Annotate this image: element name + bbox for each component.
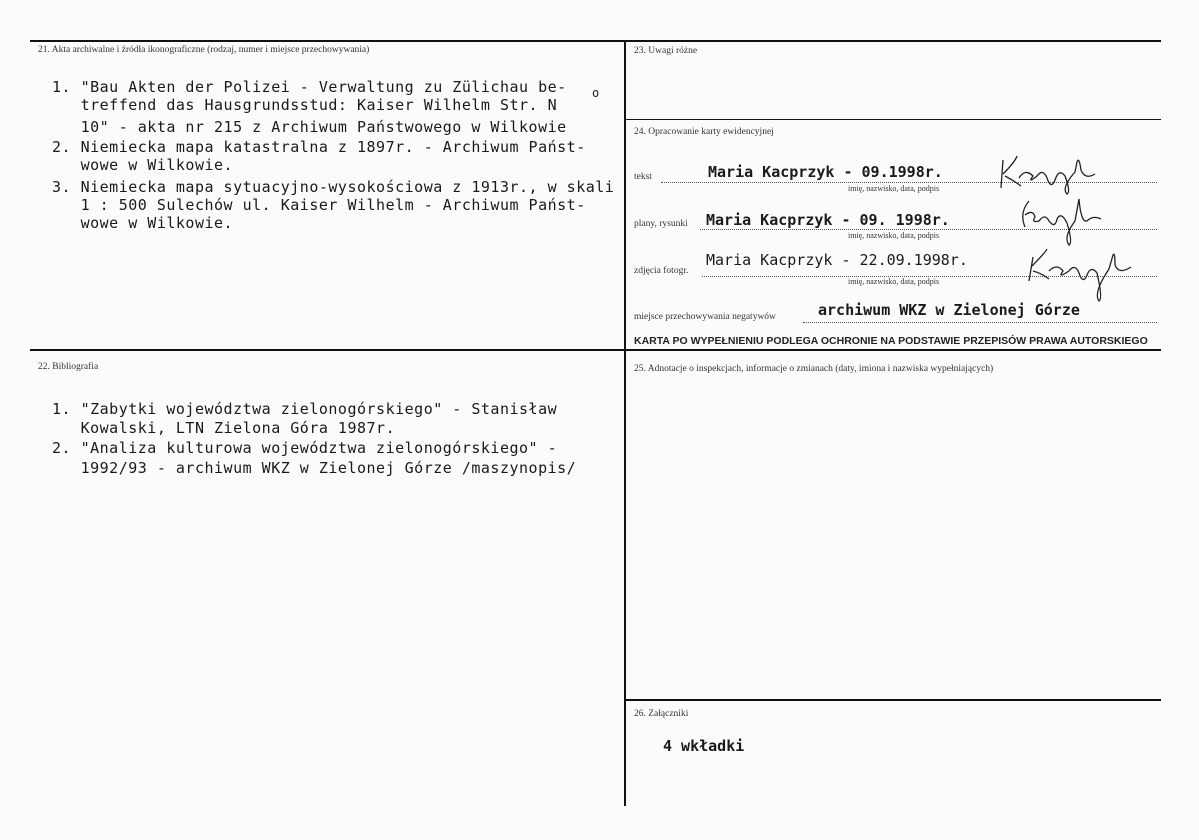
row-caption-zdjecia: imię, nazwisko, data, podpis (848, 277, 940, 286)
signature-zdjecia (1025, 243, 1140, 303)
vertical-divider (624, 40, 626, 806)
signature-tekst (995, 150, 1105, 195)
row-value-zdjecia: Maria Kacprzyk - 22.09.1998r. (706, 251, 968, 269)
section-21-superscript: o (592, 86, 600, 100)
section-22-heading: 22. Bibliografia (38, 362, 99, 372)
top-rule-right (625, 40, 1161, 42)
rule-23-24 (625, 119, 1161, 120)
section-26-value: 4 wkładki (663, 737, 745, 755)
row-value-plany: Maria Kacprzyk - 09. 1998r. (706, 211, 950, 229)
section-21-line: 2. Niemiecka mapa katastralna z 1897r. - Archiwum Państ- (52, 138, 586, 156)
section-22-line: 2. "Analiza kulturowa województwa zielonogórskiego" - (52, 439, 558, 457)
section-22-line: 1992/93 - archiwum WKZ w Zielonej Górze /maszynopis/ (52, 459, 577, 477)
section-21-line: wowe w Wilkowie. (52, 214, 234, 232)
negatives-label: miejsce przechowywania negatywów (634, 312, 776, 322)
row-value-tekst: Maria Kacprzyk - 09.1998r. (708, 163, 943, 181)
section-26-heading: 26. Załączniki (634, 709, 689, 719)
row-caption-plany: imię, nazwisko, data, podpis (848, 231, 940, 240)
section-21-line: 1. "Bau Akten der Polizei - Verwaltung zu Zülichau be- (52, 78, 567, 96)
section-23-heading: 23. Uwagi różne (634, 46, 698, 56)
negatives-dots (803, 322, 1157, 323)
negatives-value: archiwum WKZ w Zielonej Górze (818, 301, 1080, 319)
rule-25-26 (625, 699, 1161, 701)
top-rule-left (30, 40, 625, 42)
section-22-line: Kowalski, LTN Zielona Góra 1987r. (52, 419, 396, 437)
row-label-zdjecia: zdjęcia fotogr. (634, 266, 689, 276)
row-caption-tekst: imię, nazwisko, data, podpis (848, 184, 940, 193)
row-label-tekst: tekst (634, 172, 652, 182)
section-21-line: treffend das Hausgrundsstud: Kaiser Wilhelm Str. N (52, 96, 558, 114)
section-21-line: 10" - akta nr 215 z Archiwum Państwowego w Wilkowie (52, 118, 567, 136)
section-25-heading: 25. Adnotacje o inspekcjach, informacje o zmianach (daty, imiona i nazwiska wypełniających) (634, 364, 994, 374)
copyright-notice: KARTA PO WYPEŁNIENIU PODLEGA OCHRONIE NA PODSTAWIE PRZEPISÓW PRAWA AUTORSKIEGO (634, 335, 1148, 347)
section-21-line: 3. Niemiecka mapa sytuacyjno-wysokościowa z 1913r., w skali (52, 178, 615, 196)
section-24-heading: 24. Opracowanie karty ewidencyjnej (634, 127, 774, 137)
signature-plany (1015, 193, 1120, 248)
row-label-plany: plany, rysunki (634, 219, 688, 229)
section-21-heading: 21. Akta archiwalne i źródła ikonograficzne (rodzaj, numer i miejsce przechowywania) (38, 45, 370, 55)
section-22-line: 1. "Zabytki województwa zielonogórskiego" - Stanisław (52, 400, 558, 418)
section-21-line: 1 : 500 Sulechów ul. Kaiser Wilhelm - Archiwum Państ- (52, 196, 586, 214)
rule-middle (30, 349, 1161, 351)
section-21-line: wowe w Wilkowie. (52, 156, 234, 174)
